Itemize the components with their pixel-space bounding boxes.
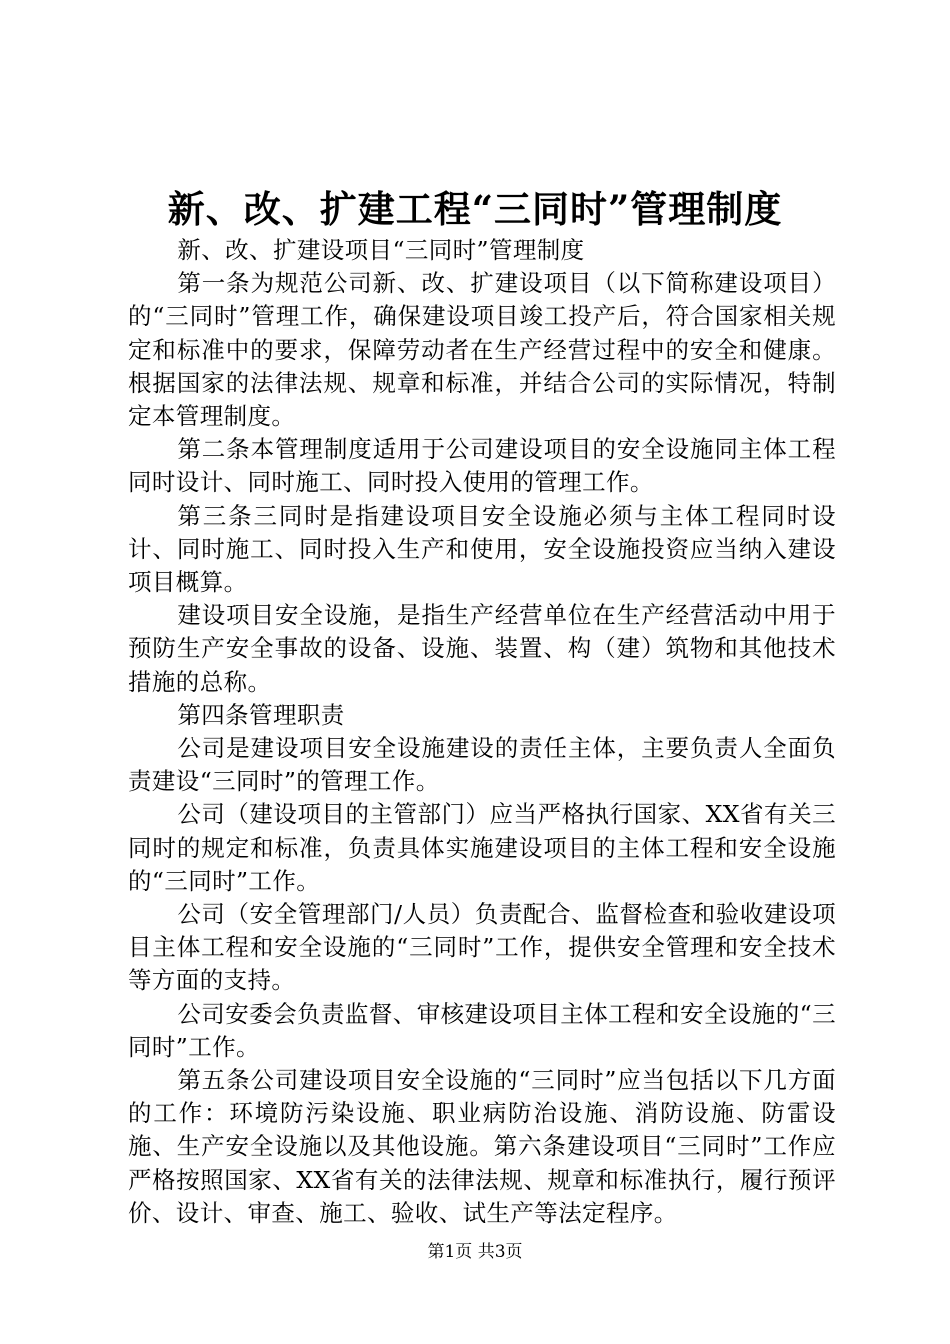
paragraph-subtitle: 新、改、扩建设项目“三同时”管理制度 xyxy=(177,236,585,264)
paragraph-article-1: 第一条为规范公司新、改、扩建设项目（以下简称建设项目）的“三同时”管理工作，确保建设项目竣工投产后，符合国家相关规定和标准中的要求，保障劳动者在生产经营过程中的安全和健康。根据国家的法律法规、规章和标准，并结合公司的实际情况，特制定本管理制度。 xyxy=(128,269,836,431)
paragraph-safety-facilities-definition: 建设项目安全设施，是指生产经营单位在生产经营活动中用于预防生产安全事故的设备、设施、装置、构（建）筑物和其他技术措施的总称。 xyxy=(128,601,836,696)
paragraph-safety-committee-responsibility: 公司安委会负责监督、审核建设项目主体工程和安全设施的“三同时”工作。 xyxy=(128,999,836,1061)
document-title: 新、改、扩建工程“三同时”管理制度 xyxy=(167,187,783,231)
paragraph-article-5-6: 第五条公司建设项目安全设施的“三同时”应当包括以下几方面的工作：环境防污染设施、职业病防治设施、消防设施、防雷设施、生产安全设施以及其他设施。第六条建设项目“三同时”工作应严格按照国家、XX省有关的法律法规、规章和标准执行，履行预评价、设计、审查、施工、验收、试生产等法定程序。 xyxy=(128,1066,836,1227)
paragraph-safety-department-responsibility: 公司（安全管理部门/人员）负责配合、监督检查和验收建设项目主体工程和安全设施的“三同时”工作，提供安全管理和安全技术等方面的支持。 xyxy=(128,900,836,995)
paragraph-department-responsibility: 公司（建设项目的主管部门）应当严格执行国家、XX省有关三同时的规定和标准，负责具体实施建设项目的主体工程和安全设施的“三同时”工作。 xyxy=(128,800,836,895)
document-body xyxy=(128,234,836,1230)
paragraph-article-4-heading: 第四条管理职责 xyxy=(177,700,345,729)
paragraph-article-2: 第二条本管理制度适用于公司建设项目的安全设施同主体工程同时设计、同时施工、同时投入使用的管理工作。 xyxy=(128,435,836,497)
page-number-footer: 第1页 共3页 xyxy=(427,1242,523,1262)
paragraph-article-3: 第三条三同时是指建设项目安全设施必须与主体工程同时设计、同时施工、同时投入生产和使用，安全设施投资应当纳入建设项目概算。 xyxy=(128,501,836,597)
paragraph-company-responsibility: 公司是建设项目安全设施建设的责任主体，主要负责人全面负责建设“三同时”的管理工作。 xyxy=(128,734,836,796)
